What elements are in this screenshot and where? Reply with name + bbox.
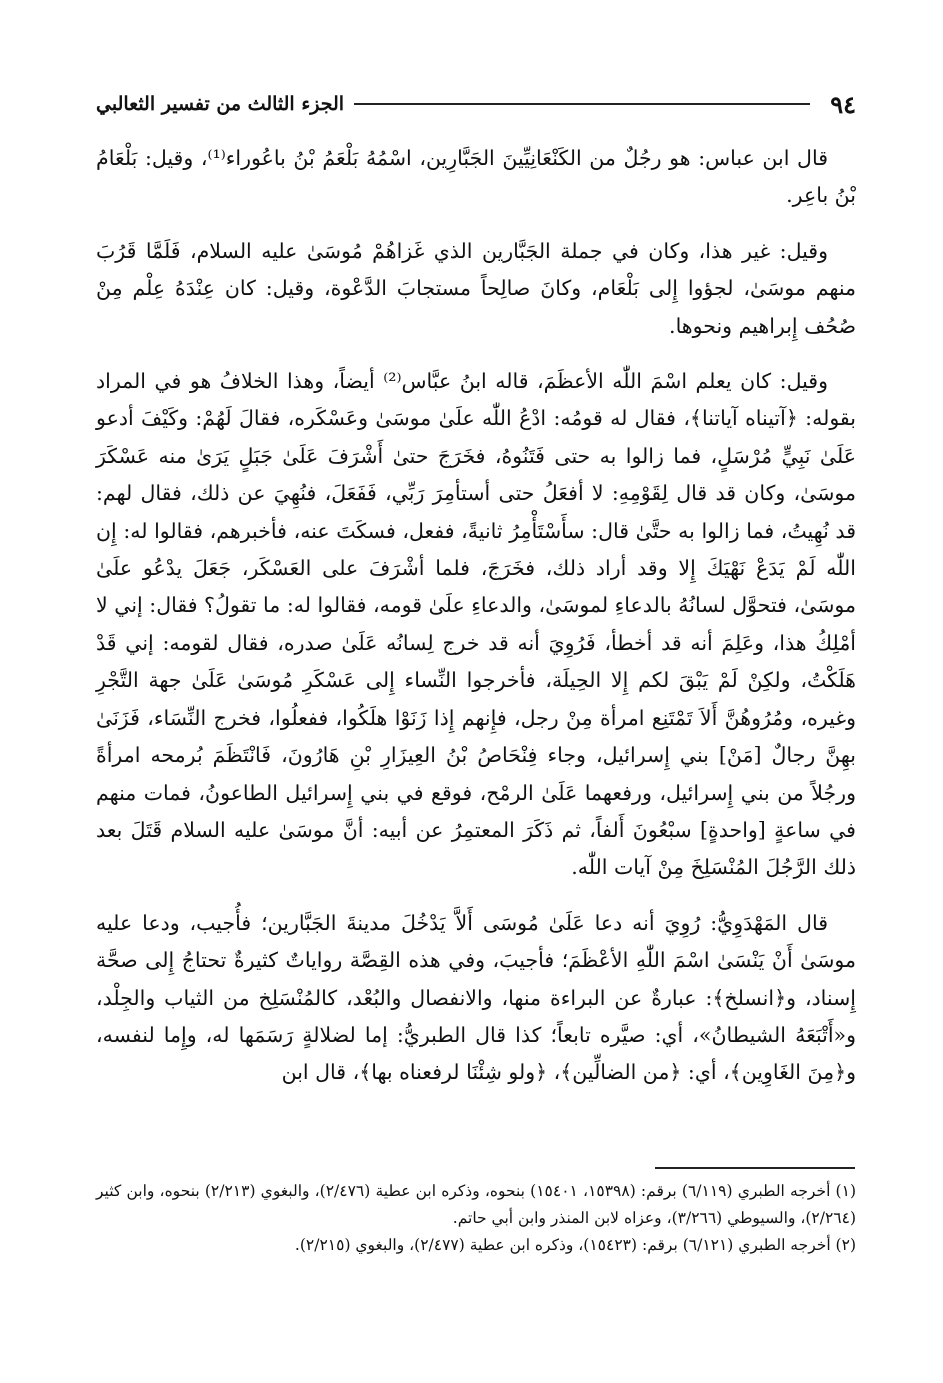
page-header [96, 86, 856, 122]
main-text [96, 140, 856, 1110]
running-title: الجزء الثالث من تفسير الثعالبي [96, 93, 345, 115]
paragraph: قال ابن عباس: هو رجُلٌ من الكَنْعَانِيِّينَ الجَبَّارِين، اسْمُهُ بَلْعَمُ بْنُ باعُوراء⁽¹⁾، وقيل: بَلْعَامُ بْنُ باعِر. [96, 146, 856, 208]
page-number: ٩٤ [830, 89, 856, 119]
footnote-separator [655, 1167, 855, 1169]
paragraph: وقيل: كان يعلم اسْمَ اللّٰه الأعظَمَ، قاله ابنُ عبَّاس⁽²⁾ أيضاً، وهذا الخلافُ هو في المراد بقوله: ﴿آتيناه آياتنا﴾، فقال له قومُه: ادْعُ اللّٰه علَىٰ موسَىٰ وعَسْكَره، فقالَ لَهُمْ: وكَيْفَ أدعو عَلَىٰ نَبِيٍّ مُرْسَلٍ، فما زالوا به حتى فَتَنُوهُ، فخَرَجَ حتىٰ أَشْرَفَ عَلَىٰ جَبَلٍ يَرَىٰ منه عَسْكَرَ موسَىٰ، وكان قد قال لِقَوْمِهِ: لا أفعَلُ حتى أستأمِرَ رَبِّي، فَفَعَلَ، فنُهِيَ عن ذلك، فقال لهم: قد نُهِيتُ، فما زالوا به حتَّىٰ قال: سأَسْتَأْمِرُ ثانيةً، ففعل، فسكَتَ عنه، فأخبرهم، فقالوا له: إِن اللّٰه لَمْ يَدَعْ نَهْيَكَ إِلا وقد أراد ذلك، فخَرَجَ، فلما أشْرَفَ على العَسْكَر، جَعَلَ يدْعُو علَىٰ موسَىٰ، فتحوَّل لسانُهُ بالدعاءِ لموسَىٰ، والدعاءِ علَىٰ قومه، فقالوا له: ما تقولُ؟ فقال: إني لا أمْلِكُ هذا، وعَلِمَ أنه قد أخطأ، فَرُوِيَ أنه قد خرج لِسانُه عَلَىٰ صدره، فقال لقومه: إني قَدْ هَلَكْتُ، ولكِنْ لَمْ يَبْقَ لكم إِلا الحِيلَة، فأخرجوا النِّساء إِلى عَسْكَرِ مُوسَىٰ عَلَىٰ جهة التَّجْرِ وغيره، ومُرُوهُنَّ أَلاَ تَمْتَنِع امرأة مِنْ رجل، فإِنهم إِذا زَنَوْا هلَكُوا، ففعلُوا، فخرج النِّسَاء، فَزَنَىٰ بهِنَّ رجالٌ [مَنْ] بني إِسرائيل، وجاء فِنْحَاصُ بْنُ العِيزَارِ بْنِ هَارُونَ، فَانْتَظَمَ بُرمحه امرأةً ورجُلاً من بني إِسرائيل، ورفعهما عَلَىٰ الرمْح، فوقع في بني إِسرائيل الطاعونُ، فمات منهم في ساعةٍ [واحدةٍ] سبْعُونَ أَلفاً، ثم ذَكَرَ المعتمِرُ عن أبيه: أنَّ موسَىٰ عليه السلام قَتَلَ بعد ذلك الرَّجُلَ المُنْسَلِخَ مِنْ آيات اللّٰه. [96, 369, 856, 880]
footnote: (٢) أخرجه الطبري (٦/١٢١) برقم: (١٥٤٢٣)، وذكره ابن عطية (٢/٤٧٧)، والبغوي (٢/٢١٥). [294, 1236, 856, 1254]
paragraph: وقيل: غير هذا، وكان في جملة الجَبَّارين الذي غَزاهُمْ مُوسَىٰ عليه السلام، فَلَمَّا قَرُبَ منهم موسَىٰ، لجؤوا إِلى بَلْعَام، وكانَ صالِحاً مستجابَ الدَّعْوة، وقيل: كان عِنْدَهُ عِلْم مِنْ صُحُف إِبراهيم ونحوها. [96, 238, 856, 338]
footnote: (١) أخرجه الطبري (٦/١١٩) برقم: (١٥٣٩٨، ١٥٤٠١) بنحوه، وذكره ابن عطية (٢/٤٧٦)، والبغوي (٢/٢١٣) بنحوه، وابن كثير (٢/٢٦٤)، والسيوطي (٣/٢٦٦)، وعزاه لابن المنذر وابن أبي حاتم. [96, 1182, 856, 1227]
paragraph: قال المَهْدَوِيُّ: رُوِيَ أنه دعا عَلَىٰ مُوسَى أَلاَّ يَدْخُلَ مدينةَ الجَبَّارين؛ فأُجيب، ودعا عليه موسَىٰ أَنْ يَنْسَىٰ اسْمَ اللّٰهِ الأعْظَمَ؛ فأجيبَ، وفي هذه القِصَّة رواياتٌ كثيرةٌ تحتاجُ إِلى صحَّة إِسناد، و﴿انسلخ﴾: عبارةٌ عن البراءة منها، والانفصال والبُعْد، كالمُنْسَلِخ من الثياب والجِلْد، و«أَتْبَعَهُ الشيطانُ»، أي: صيَّره تابعاً؛ كذا قال الطبريُّ: إما لضلالةٍ رَسَمَها له، وإِما لنفسه، و﴿مِنَ الغَاوِين﴾، أي: ﴿من الضالِّين﴾، ﴿ولو شِئْنَا لرفعناه بها﴾، قال ابن [96, 910, 856, 1085]
header-rule [354, 103, 810, 105]
footnotes [96, 1178, 856, 1259]
